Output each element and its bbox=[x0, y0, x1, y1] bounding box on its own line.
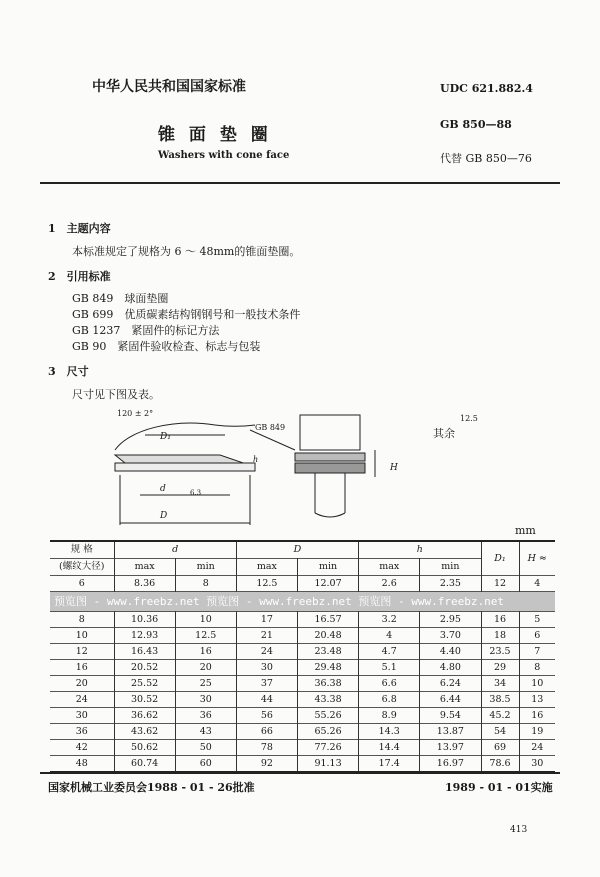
table-cell: 5 bbox=[519, 612, 555, 628]
table-cell: 16 bbox=[175, 644, 236, 660]
table-cell: 13.97 bbox=[420, 740, 481, 756]
table-cell: 14.4 bbox=[359, 740, 420, 756]
table-cell: 10 bbox=[519, 676, 555, 692]
col-h: h bbox=[359, 541, 481, 559]
approval: 国家机械工业委员会1988 - 01 - 26批准 bbox=[48, 781, 255, 794]
table-cell: 3.2 bbox=[359, 612, 420, 628]
table-cell: 13.87 bbox=[420, 724, 481, 740]
table-cell: 4 bbox=[359, 628, 420, 644]
table-cell: 78 bbox=[236, 740, 297, 756]
table-cell: 21 bbox=[236, 628, 297, 644]
table-row bbox=[50, 756, 555, 773]
table-cell: 48 bbox=[75, 757, 88, 769]
table-cell: 12 bbox=[481, 576, 519, 592]
d1-label: D₁ bbox=[160, 432, 171, 442]
table-cell: 17 bbox=[236, 612, 297, 628]
table-cell: 55.26 bbox=[297, 708, 358, 724]
table-cell: 43 bbox=[175, 724, 236, 740]
table-cell: 4.40 bbox=[420, 644, 481, 660]
col-spec-label: 规 格 bbox=[70, 544, 93, 555]
watermark-text: 预览图 - www.freebz.net 预览图 - www.freebz.net 预览图 - www.freebz.net bbox=[50, 592, 555, 612]
sec-num: 2 bbox=[48, 270, 56, 283]
table-cell: 30 bbox=[236, 660, 297, 676]
table-cell: 36.62 bbox=[114, 708, 175, 724]
table-cell: 36.38 bbox=[297, 676, 358, 692]
sec-title: 引用标准 bbox=[66, 270, 111, 283]
table-cell: 29.48 bbox=[297, 660, 358, 676]
table-cell: 6 bbox=[78, 577, 85, 589]
table-cell: 30.52 bbox=[114, 692, 175, 708]
table-cell: 7 bbox=[519, 644, 555, 660]
table-cell: 56 bbox=[236, 708, 297, 724]
table-cell: 30 bbox=[175, 692, 236, 708]
col-spec bbox=[50, 541, 114, 559]
table-row bbox=[50, 692, 555, 708]
table-cell: 20.48 bbox=[297, 628, 358, 644]
divider bbox=[40, 182, 560, 184]
sec-num: 3 bbox=[48, 365, 56, 378]
table-row bbox=[50, 740, 555, 756]
table-cell: 66 bbox=[236, 724, 297, 740]
table-cell: 24 bbox=[75, 693, 88, 705]
table-cell: 37 bbox=[236, 676, 297, 692]
table-cell: 20 bbox=[175, 660, 236, 676]
sec-title: 主题内容 bbox=[66, 222, 111, 235]
table-cell: 78.6 bbox=[481, 756, 519, 773]
table-cell: 4.80 bbox=[420, 660, 481, 676]
replaces: 代替 GB 850—76 bbox=[440, 152, 532, 165]
table-cell: 36 bbox=[175, 708, 236, 724]
table-cell: 9.54 bbox=[420, 708, 481, 724]
table-cell: 19 bbox=[519, 724, 555, 740]
ref-item: GB 699 优质碳素结构钢钢号和一般技术条件 bbox=[72, 308, 301, 321]
table-cell: 92 bbox=[236, 756, 297, 773]
col-spec-sub: (螺纹大径) bbox=[59, 561, 105, 572]
table-cell: 16 bbox=[519, 708, 555, 724]
table-cell: 18 bbox=[481, 628, 519, 644]
table-row bbox=[50, 628, 555, 644]
table-cell: 16 bbox=[481, 612, 519, 628]
table-cell: 69 bbox=[481, 740, 519, 756]
table-cell: 16.43 bbox=[114, 644, 175, 660]
udc: UDC 621.882.4 bbox=[440, 82, 533, 95]
table-row bbox=[50, 676, 555, 692]
table-cell: 12.5 bbox=[236, 576, 297, 592]
table-row bbox=[50, 660, 555, 676]
ref-item: GB 1237 紧固件的标记方法 bbox=[72, 324, 220, 337]
ref-item: GB 849 球面垫圈 bbox=[72, 292, 169, 305]
table-cell: 54 bbox=[481, 724, 519, 740]
table-cell: 4 bbox=[519, 576, 555, 592]
table-cell: 25.52 bbox=[114, 676, 175, 692]
col-H: H ≈ bbox=[519, 541, 555, 576]
ref-label: GB 849 bbox=[255, 423, 286, 432]
d-label: d bbox=[160, 484, 166, 494]
watermark-band bbox=[50, 592, 555, 612]
table-cell: 17.4 bbox=[359, 756, 420, 773]
angle-label: 120 ± 2° bbox=[117, 409, 154, 418]
table-cell: 43.62 bbox=[114, 724, 175, 740]
sec-num: 1 bbox=[48, 222, 56, 235]
table-cell: 50.62 bbox=[114, 740, 175, 756]
sub-header: max bbox=[114, 559, 175, 576]
table-cell: 91.13 bbox=[297, 756, 358, 773]
table-row bbox=[50, 644, 555, 660]
col-d: d bbox=[114, 541, 236, 559]
table-row bbox=[50, 724, 555, 740]
table-cell: 25 bbox=[175, 676, 236, 692]
sub-header: min bbox=[175, 559, 236, 576]
H-label: H bbox=[390, 463, 398, 473]
table-cell: 6 bbox=[519, 628, 555, 644]
table-cell: 12.93 bbox=[114, 628, 175, 644]
table-cell: 16 bbox=[75, 661, 88, 673]
sub-header: max bbox=[236, 559, 297, 576]
table-cell: 5.1 bbox=[359, 660, 420, 676]
std-number: GB 850—88 bbox=[440, 118, 512, 131]
effective-date: 1989 - 01 - 01实施 bbox=[445, 781, 553, 794]
rest-label: 其余 bbox=[433, 427, 455, 440]
table-cell: 29 bbox=[481, 660, 519, 676]
table-cell: 8 bbox=[175, 576, 236, 592]
col-D1: D₁ bbox=[481, 541, 519, 576]
table-cell: 23.5 bbox=[481, 644, 519, 660]
sub-header: min bbox=[420, 559, 481, 576]
table-cell: 45.2 bbox=[481, 708, 519, 724]
table-row bbox=[50, 576, 555, 592]
table-cell: 16.97 bbox=[420, 756, 481, 773]
washer-drawing bbox=[90, 405, 490, 530]
divider bbox=[40, 772, 560, 774]
table-cell: 2.95 bbox=[420, 612, 481, 628]
org-name: 中华人民共和国国家标准 bbox=[92, 79, 246, 95]
unit: mm bbox=[515, 524, 536, 537]
table-cell: 30 bbox=[519, 756, 555, 773]
table-cell: 10 bbox=[75, 629, 88, 641]
table-cell: 10.36 bbox=[114, 612, 175, 628]
table-cell: 12.07 bbox=[297, 576, 358, 592]
table-cell: 20 bbox=[75, 677, 88, 689]
col-D: D bbox=[236, 541, 358, 559]
D-label: D bbox=[160, 511, 168, 521]
table-cell: 6.6 bbox=[359, 676, 420, 692]
table-cell: 77.26 bbox=[297, 740, 358, 756]
sub-header: max bbox=[359, 559, 420, 576]
table-cell: 12.5 bbox=[175, 628, 236, 644]
table-cell: 13 bbox=[519, 692, 555, 708]
table-cell: 16.57 bbox=[297, 612, 358, 628]
table-cell: 12 bbox=[75, 645, 88, 657]
ref-item: GB 90 紧固件验收检查、标志与包装 bbox=[72, 340, 261, 353]
table-cell: 20.52 bbox=[114, 660, 175, 676]
table-cell: 34 bbox=[481, 676, 519, 692]
table-cell: 24 bbox=[519, 740, 555, 756]
h-label: h bbox=[253, 455, 259, 464]
table-cell: 8 bbox=[519, 660, 555, 676]
table-row bbox=[50, 708, 555, 724]
rest-roughness: 12.5 bbox=[460, 414, 478, 423]
table-cell: 38.5 bbox=[481, 692, 519, 708]
table-cell: 6.24 bbox=[420, 676, 481, 692]
sec-title: 尺寸 bbox=[66, 365, 89, 378]
table-cell: 30 bbox=[75, 709, 88, 721]
table-cell: 65.26 bbox=[297, 724, 358, 740]
dimension-table bbox=[50, 540, 555, 773]
sec-body: 尺寸见下图及表。 bbox=[72, 388, 160, 401]
table-cell: 24 bbox=[236, 644, 297, 660]
table-cell: 10 bbox=[175, 612, 236, 628]
roughness: 6.3 bbox=[190, 489, 202, 497]
title-en: Washers with cone face bbox=[158, 150, 290, 161]
table-cell: 23.48 bbox=[297, 644, 358, 660]
page-number: 413 bbox=[510, 825, 528, 835]
table-cell: 3.70 bbox=[420, 628, 481, 644]
sub-header: min bbox=[297, 559, 358, 576]
table-cell: 8 bbox=[78, 613, 85, 625]
table-cell: 42 bbox=[75, 741, 88, 753]
table-cell: 2.35 bbox=[420, 576, 481, 592]
table-cell: 8.9 bbox=[359, 708, 420, 724]
table-cell: 60 bbox=[175, 756, 236, 773]
sec-body: 本标准规定了规格为 6 ～ 48mm的锥面垫圈。 bbox=[72, 245, 301, 258]
table-cell: 36 bbox=[75, 725, 88, 737]
doc-title: 锥 面 垫 圈 bbox=[158, 125, 272, 145]
table-cell: 6.44 bbox=[420, 692, 481, 708]
table-cell: 4.7 bbox=[359, 644, 420, 660]
table-cell: 50 bbox=[175, 740, 236, 756]
table-cell: 44 bbox=[236, 692, 297, 708]
table-cell: 2.6 bbox=[359, 576, 420, 592]
table-cell: 43.38 bbox=[297, 692, 358, 708]
table-cell: 6.8 bbox=[359, 692, 420, 708]
table-cell: 8.36 bbox=[114, 576, 175, 592]
table-row bbox=[50, 612, 555, 628]
table-cell: 14.3 bbox=[359, 724, 420, 740]
table-cell: 60.74 bbox=[114, 756, 175, 773]
